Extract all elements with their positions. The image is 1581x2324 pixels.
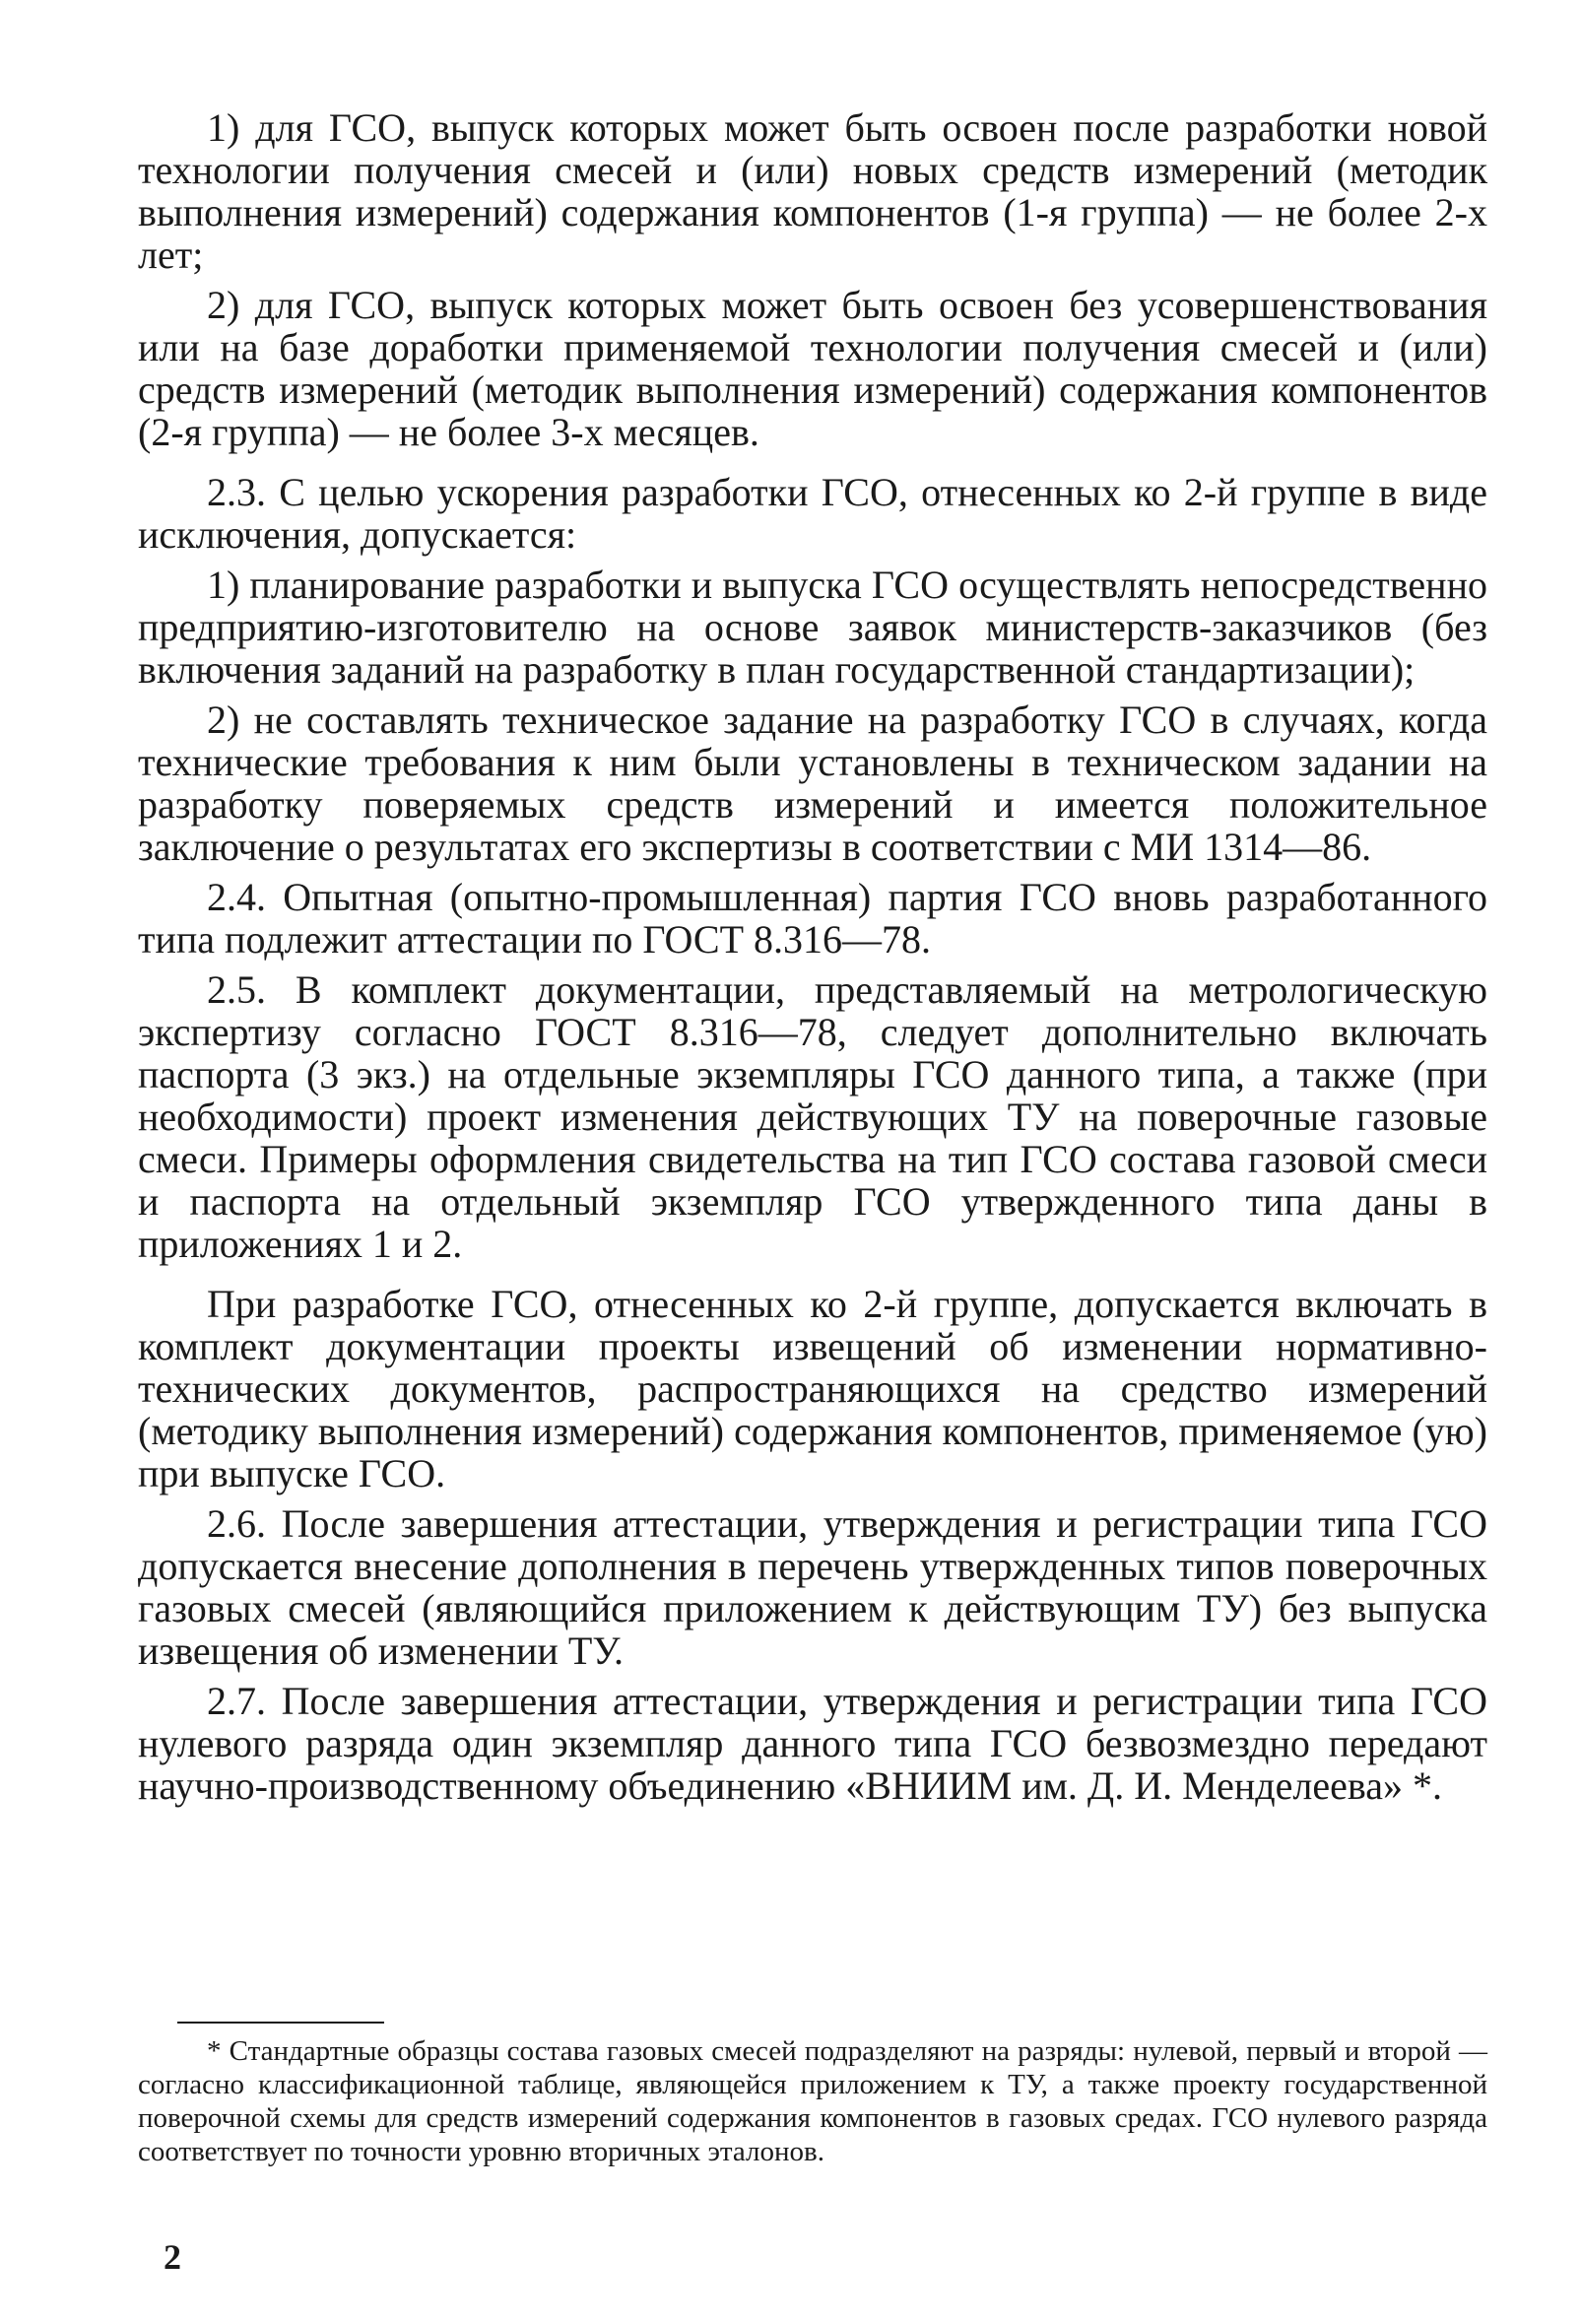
footnote: * Стандартные образцы состава газовых смесей подразделяют на разряды: нулевой, первый и второй — согласно классификационной таблице, являющейся приложением к ТУ, а также проекту государственной поверочной схемы для средств измерений содержания компонентов в газовых средах. ГСО нулевого разряда соответствует по точности уровню вторичных эталонов.: [138, 2035, 1487, 2167]
paragraph-item-1-group1: 1) для ГСО, выпуск которых может быть освоен после разработки новой технологии получения смесей и (или) новых средств измерений (методик выполнения измерений) содержания компонентов (1-я группа) — не более 2-х лет;: [138, 105, 1487, 277]
paragraph-section-2-5: 2.5. В комплект документации, представляемый на метрологическую экспертизу согласно ГОСТ 8.316—78, следует дополнительно включать паспорта (3 экз.) на отдельные экземпляры ГСО данного типа, а также (при необходимости) проект изменения действующих ТУ на поверочные газовые смеси. Примеры оформления свидетельства на тип ГСО состава газовой смеси и паспорта на отдельный экземпляр ГСО утвержденного типа даны в приложениях 1 и 2.: [138, 967, 1487, 1266]
paragraph-development-note: При разработке ГСО, отнесенных ко 2-й группе, допускается включать в комплект документации проекты извещений об изменении нормативно-технических документов, распространяющихся на средство измерений (методику выполнения измерений) содержания компонентов, применяемое (ую) при выпуске ГСО.: [138, 1282, 1487, 1495]
paragraph-item-2-group2: 2) для ГСО, выпуск которых может быть освоен без усовершенствования или на базе доработки применяемой технологии получения смесей и (или) средств измерений (методик выполнения измерений) содержания компонентов (2-я группа) — не более 3-х месяцев.: [138, 283, 1487, 454]
paragraph-section-2-7: 2.7. После завершения аттестации, утверждения и регистрации типа ГСО нулевого разряда один экземпляр данного типа ГСО безвозмездно передают научно-производственному объединению «ВНИИМ им. Д. И. Менделеева» *.: [138, 1679, 1487, 1808]
paragraph-section-2-6: 2.6. После завершения аттестации, утверждения и регистрации типа ГСО допускается внесение дополнения в перечень утвержденных типов поверочных газовых смесей (являющийся приложением к действующим ТУ) без выпуска извещения об изменении ТУ.: [138, 1501, 1487, 1673]
paragraph-item-1-planning: 1) планирование разработки и выпуска ГСО осуществлять непосредственно предприятию-изготовителю на основе заявок министерств-заказчиков (без включения заданий на разработку в план государственной стандартизации);: [138, 563, 1487, 692]
paragraph-item-2-technical-task: 2) не составлять техническое задание на разработку ГСО в случаях, когда технические требования к ним были установлены в техническом задании на разработку поверяемых средств измерений и имеется положительное заключение о результатах его экспертизы в соответствии с МИ 1314—86.: [138, 697, 1487, 869]
paragraph-section-2-4: 2.4. Опытная (опытно-промышленная) партия ГСО вновь разработанного типа подлежит аттестации по ГОСТ 8.316—78.: [138, 875, 1487, 962]
page-number: 2: [164, 2237, 181, 2277]
footnote-divider: [177, 2022, 384, 2024]
paragraph-section-2-3: 2.3. С целью ускорения разработки ГСО, отнесенных ко 2-й группе в виде исключения, допускается:: [138, 470, 1487, 557]
document-body: [138, 106, 1487, 1815]
